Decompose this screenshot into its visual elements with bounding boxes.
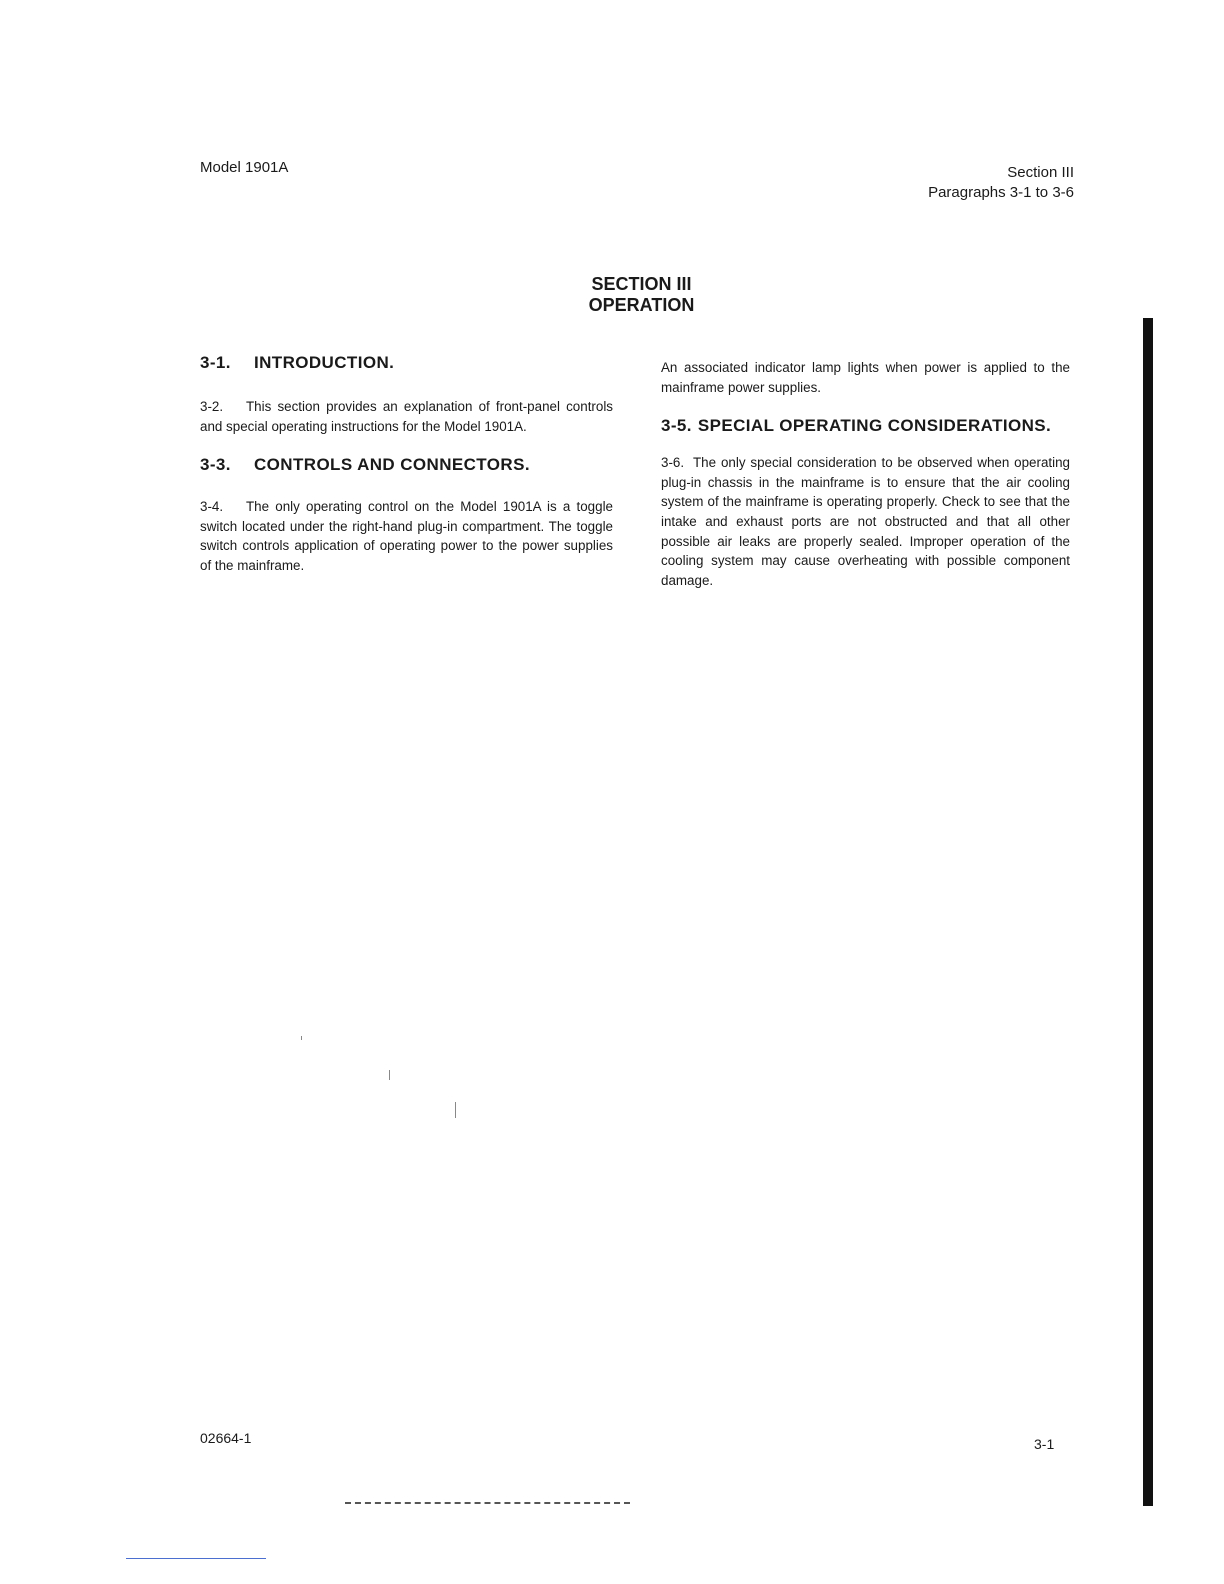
scan-speck — [455, 1102, 456, 1118]
paragraph-number: 3-6. — [661, 455, 685, 471]
paragraph-text: This section provides an explanation of front-panel controls and special operating instructions for the Model 1901A. — [200, 399, 613, 434]
heading-title: CONTROLS AND CONNECTORS. — [254, 455, 530, 475]
paragraph-3-4-continued: An associated indicator lamp lights when power is applied to the mainframe power supplies. — [661, 360, 1070, 395]
paragraph-text: The only operating control on the Model 1901A is a toggle switch located under the right-hand plug-in compartment. The toggle switch controls application of operating power to the power supplies of the mainframe. — [200, 499, 613, 573]
heading-3-5 — [661, 415, 1070, 437]
heading-number: 3-1. — [200, 353, 231, 372]
paragraph-number: 3-4. — [200, 499, 224, 515]
section-title-line1: SECTION III — [591, 274, 692, 294]
header-section: Section III — [1007, 164, 1074, 181]
scan-speck — [389, 1070, 390, 1080]
footer-doc-number: 02664-1 — [200, 1430, 252, 1446]
binder-edge-shadow — [1143, 318, 1153, 1506]
section-title-line2: OPERATION — [588, 295, 695, 315]
paragraph-number: 3-2. — [200, 399, 224, 414]
paragraph-3-6 — [661, 453, 1070, 590]
heading-3-1 — [200, 352, 613, 374]
heading-number: 3-5. — [661, 416, 692, 436]
footer-page-number: 3-1 — [1034, 1436, 1055, 1452]
scan-artifact-line — [345, 1502, 630, 1504]
heading-3-3 — [200, 454, 613, 476]
header-model: Model 1901A — [200, 159, 289, 176]
heading-title: SPECIAL OPERATING CONSIDERATIONS. — [697, 416, 1052, 436]
blue-rule-artifact — [126, 1558, 266, 1559]
right-column — [661, 358, 1070, 590]
header-paragraphs: Paragraphs 3-1 to 3-6 — [928, 184, 1074, 201]
paragraph-3-2 — [200, 397, 613, 436]
left-column — [200, 352, 613, 576]
scan-speck — [301, 1036, 302, 1040]
heading-title: INTRODUCTION. — [254, 353, 395, 372]
section-title — [0, 274, 1224, 316]
header-section-block — [774, 163, 1074, 203]
paragraph-text: The only special consideration to be observed when operating plug-in chassis in the mainframe is to ensure that the air cooling system of the mainframe is operating properly. Check to see that the intake and exhaust ports are not obstructed and that all other possible air leaks are properly sealed. Improper operation of the cooling system may cause overheating with possible component damage. — [661, 455, 1070, 588]
paragraph-3-4 — [200, 497, 613, 575]
heading-number: 3-3. — [200, 455, 231, 475]
